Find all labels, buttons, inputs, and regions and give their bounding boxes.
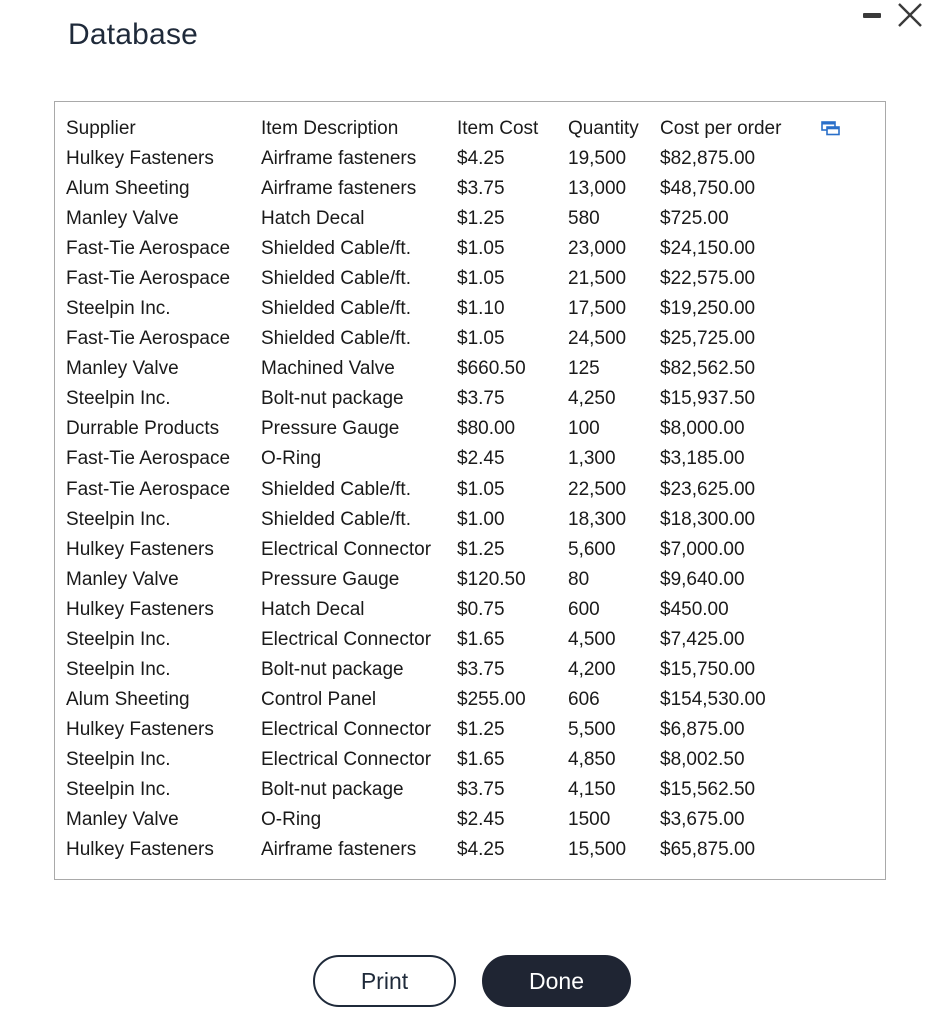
cell-item-description: Bolt-nut package — [261, 388, 404, 410]
table-row — [66, 775, 800, 805]
cell-quantity: 100 — [568, 418, 600, 440]
cell-quantity: 4,250 — [568, 388, 616, 410]
cell-cost-per-order: $24,150.00 — [660, 238, 756, 260]
cell-supplier: Fast-Tie Aerospace — [66, 478, 231, 500]
column-header-item-cost: Item Cost — [457, 118, 539, 139]
database-table — [66, 114, 800, 865]
cell-cost-per-order: $450.00 — [660, 598, 729, 620]
cell-item-description: Shielded Cable/ft. — [261, 328, 411, 350]
cell-quantity: 18,300 — [568, 508, 627, 530]
cell-cost-per-order: $7,425.00 — [660, 628, 745, 650]
cell-quantity: 5,500 — [568, 718, 616, 740]
cell-item-description: Airframe fasteners — [261, 839, 417, 861]
cell-supplier: Steelpin Inc. — [66, 779, 171, 800]
cell-quantity: 21,500 — [568, 268, 627, 290]
cell-cost-per-order: $25,725.00 — [660, 328, 756, 350]
cell-item-cost: $660.50 — [457, 358, 526, 380]
cell-cost-per-order: $82,875.00 — [660, 148, 756, 170]
cell-quantity: 580 — [568, 208, 600, 230]
cell-supplier: Fast-Tie Aerospace — [66, 238, 231, 260]
cell-item-description: Electrical Connector — [261, 628, 432, 650]
cell-item-description: Shielded Cable/ft. — [261, 508, 411, 530]
cell-item-cost: $2.45 — [457, 809, 505, 831]
cell-quantity: 606 — [568, 688, 600, 710]
cell-item-cost: $1.65 — [457, 628, 505, 650]
table-row — [66, 565, 800, 595]
cell-supplier: Alum Sheeting — [66, 178, 190, 200]
print-button[interactable]: Print — [313, 955, 456, 1007]
table-row — [66, 625, 800, 655]
cell-item-cost: $1.05 — [457, 268, 505, 290]
column-header-supplier: Supplier — [66, 118, 136, 139]
cell-item-cost: $1.25 — [457, 718, 505, 740]
cell-item-cost: $1.05 — [457, 478, 505, 500]
cell-cost-per-order: $3,675.00 — [660, 809, 745, 831]
table-row — [66, 264, 800, 294]
cell-item-description: Bolt-nut package — [261, 779, 404, 800]
table-row — [66, 444, 800, 474]
cell-item-cost: $3.75 — [457, 658, 505, 680]
cell-item-description: Electrical Connector — [261, 748, 432, 770]
column-header-cost-per-order: Cost per order — [660, 118, 782, 139]
cell-item-cost: $255.00 — [457, 688, 526, 710]
table-row — [66, 655, 800, 685]
cell-quantity: 4,200 — [568, 658, 616, 680]
cell-item-cost: $120.50 — [457, 568, 526, 590]
cell-item-description: Airframe fasteners — [261, 178, 417, 200]
cell-supplier: Hulkey Fasteners — [66, 148, 214, 170]
cell-supplier: Hulkey Fasteners — [66, 718, 214, 740]
table-header-row — [66, 114, 800, 144]
cell-item-cost: $0.75 — [457, 598, 505, 620]
cell-supplier: Durrable Products — [66, 418, 220, 440]
cell-quantity: 23,000 — [568, 238, 627, 260]
table-row — [66, 324, 800, 354]
table-row — [66, 294, 800, 324]
cell-cost-per-order: $9,640.00 — [660, 568, 745, 590]
table-row — [66, 384, 800, 414]
cell-supplier: Hulkey Fasteners — [66, 598, 214, 620]
cell-cost-per-order: $15,750.00 — [660, 658, 756, 680]
cell-quantity: 19,500 — [568, 148, 627, 170]
cell-supplier: Hulkey Fasteners — [66, 538, 214, 560]
cell-supplier: Hulkey Fasteners — [66, 839, 214, 861]
cell-cost-per-order: $7,000.00 — [660, 538, 745, 560]
cell-item-description: Pressure Gauge — [261, 568, 400, 590]
cell-supplier: Manley Valve — [66, 809, 179, 831]
cell-item-cost: $1.65 — [457, 748, 505, 770]
table-row — [66, 715, 800, 745]
cell-item-description: Pressure Gauge — [261, 418, 400, 440]
cell-cost-per-order: $6,875.00 — [660, 718, 745, 740]
cell-cost-per-order: $15,562.50 — [660, 779, 756, 800]
cell-item-description: O-Ring — [261, 448, 322, 470]
cell-cost-per-order: $8,002.50 — [660, 748, 745, 770]
cell-quantity: 4,500 — [568, 628, 616, 650]
cell-cost-per-order: $725.00 — [660, 208, 729, 230]
close-icon[interactable] — [895, 0, 925, 30]
cell-quantity: 13,000 — [568, 178, 627, 200]
cell-item-cost: $4.25 — [457, 148, 505, 170]
cell-supplier: Steelpin Inc. — [66, 388, 171, 410]
cell-cost-per-order: $8,000.00 — [660, 418, 745, 440]
cell-quantity: 125 — [568, 358, 600, 380]
table-body — [66, 144, 800, 865]
cell-item-description: Hatch Decal — [261, 208, 365, 230]
cell-supplier: Steelpin Inc. — [66, 748, 171, 770]
cell-quantity: 1,300 — [568, 448, 616, 470]
cell-cost-per-order: $65,875.00 — [660, 839, 756, 861]
window-controls — [853, 0, 943, 40]
cell-quantity: 80 — [568, 568, 590, 590]
table-row — [66, 354, 800, 384]
cell-item-description: Bolt-nut package — [261, 658, 404, 680]
table-row — [66, 685, 800, 715]
table-row — [66, 234, 800, 264]
cell-quantity: 5,600 — [568, 538, 616, 560]
cell-item-description: Electrical Connector — [261, 538, 432, 560]
cell-item-cost: $1.25 — [457, 208, 505, 230]
cell-item-cost: $1.10 — [457, 298, 505, 320]
table-row — [66, 805, 800, 835]
cell-item-cost: $2.45 — [457, 448, 505, 470]
cell-cost-per-order: $82,562.50 — [660, 358, 756, 380]
done-button[interactable]: Done — [482, 955, 631, 1007]
cell-quantity: 4,850 — [568, 748, 616, 770]
cell-supplier: Fast-Tie Aerospace — [66, 328, 231, 350]
cell-item-description: Hatch Decal — [261, 598, 365, 620]
cell-item-description: Airframe fasteners — [261, 148, 417, 170]
cell-cost-per-order: $154,530.00 — [660, 688, 766, 710]
cell-cost-per-order: $15,937.50 — [660, 388, 756, 410]
table-row — [66, 475, 800, 505]
cell-quantity: 600 — [568, 598, 600, 620]
table-row — [66, 505, 800, 535]
cell-item-cost: $3.75 — [457, 388, 505, 410]
table-row — [66, 414, 800, 444]
cell-quantity: 22,500 — [568, 478, 627, 500]
column-header-quantity: Quantity — [568, 118, 639, 139]
cell-quantity: 4,150 — [568, 779, 616, 800]
cell-supplier: Manley Valve — [66, 208, 179, 230]
cell-quantity: 1500 — [568, 809, 611, 831]
cell-cost-per-order: $22,575.00 — [660, 268, 756, 290]
cell-item-cost: $80.00 — [457, 418, 516, 440]
cell-item-description: Shielded Cable/ft. — [261, 478, 411, 500]
cell-item-cost: $1.05 — [457, 328, 505, 350]
cell-supplier: Alum Sheeting — [66, 688, 190, 710]
cell-item-cost: $3.75 — [457, 779, 505, 800]
table-row — [66, 535, 800, 565]
table-row — [66, 835, 800, 865]
page-title: Database — [68, 18, 199, 51]
cell-supplier: Manley Valve — [66, 358, 179, 380]
cell-cost-per-order: $18,300.00 — [660, 508, 756, 530]
table-row — [66, 174, 800, 204]
cell-cost-per-order: $19,250.00 — [660, 298, 756, 320]
cell-quantity: 24,500 — [568, 328, 627, 350]
cell-supplier: Fast-Tie Aerospace — [66, 268, 231, 290]
column-header-item-description: Item Description — [261, 118, 399, 139]
cell-item-cost: $1.25 — [457, 538, 505, 560]
cell-supplier: Steelpin Inc. — [66, 298, 171, 320]
cell-item-description: Machined Valve — [261, 358, 395, 380]
cell-cost-per-order: $3,185.00 — [660, 448, 745, 470]
cell-item-description: Shielded Cable/ft. — [261, 268, 411, 290]
cell-item-description: Shielded Cable/ft. — [261, 298, 411, 320]
cell-cost-per-order: $23,625.00 — [660, 478, 756, 500]
data-table-panel — [54, 101, 886, 880]
cell-supplier: Steelpin Inc. — [66, 508, 171, 530]
cell-supplier: Steelpin Inc. — [66, 628, 171, 650]
cell-item-description: Shielded Cable/ft. — [261, 238, 411, 260]
cell-item-cost: $3.75 — [457, 178, 505, 200]
cell-item-cost: $1.05 — [457, 238, 505, 260]
table-row — [66, 204, 800, 234]
cell-quantity: 17,500 — [568, 298, 627, 320]
cell-item-cost: $4.25 — [457, 839, 505, 861]
cell-supplier: Manley Valve — [66, 568, 179, 590]
cell-supplier: Steelpin Inc. — [66, 658, 171, 680]
cell-item-description: Control Panel — [261, 688, 377, 710]
table-row — [66, 595, 800, 625]
cell-supplier: Fast-Tie Aerospace — [66, 448, 231, 470]
cell-item-cost: $1.00 — [457, 508, 505, 530]
minimize-icon[interactable] — [863, 13, 881, 18]
table-row — [66, 745, 800, 775]
cell-item-description: O-Ring — [261, 809, 322, 831]
table-row — [66, 144, 800, 174]
cell-quantity: 15,500 — [568, 839, 627, 861]
cell-item-description: Electrical Connector — [261, 718, 432, 740]
cell-cost-per-order: $48,750.00 — [660, 178, 756, 200]
popout-icon[interactable] — [821, 120, 841, 136]
